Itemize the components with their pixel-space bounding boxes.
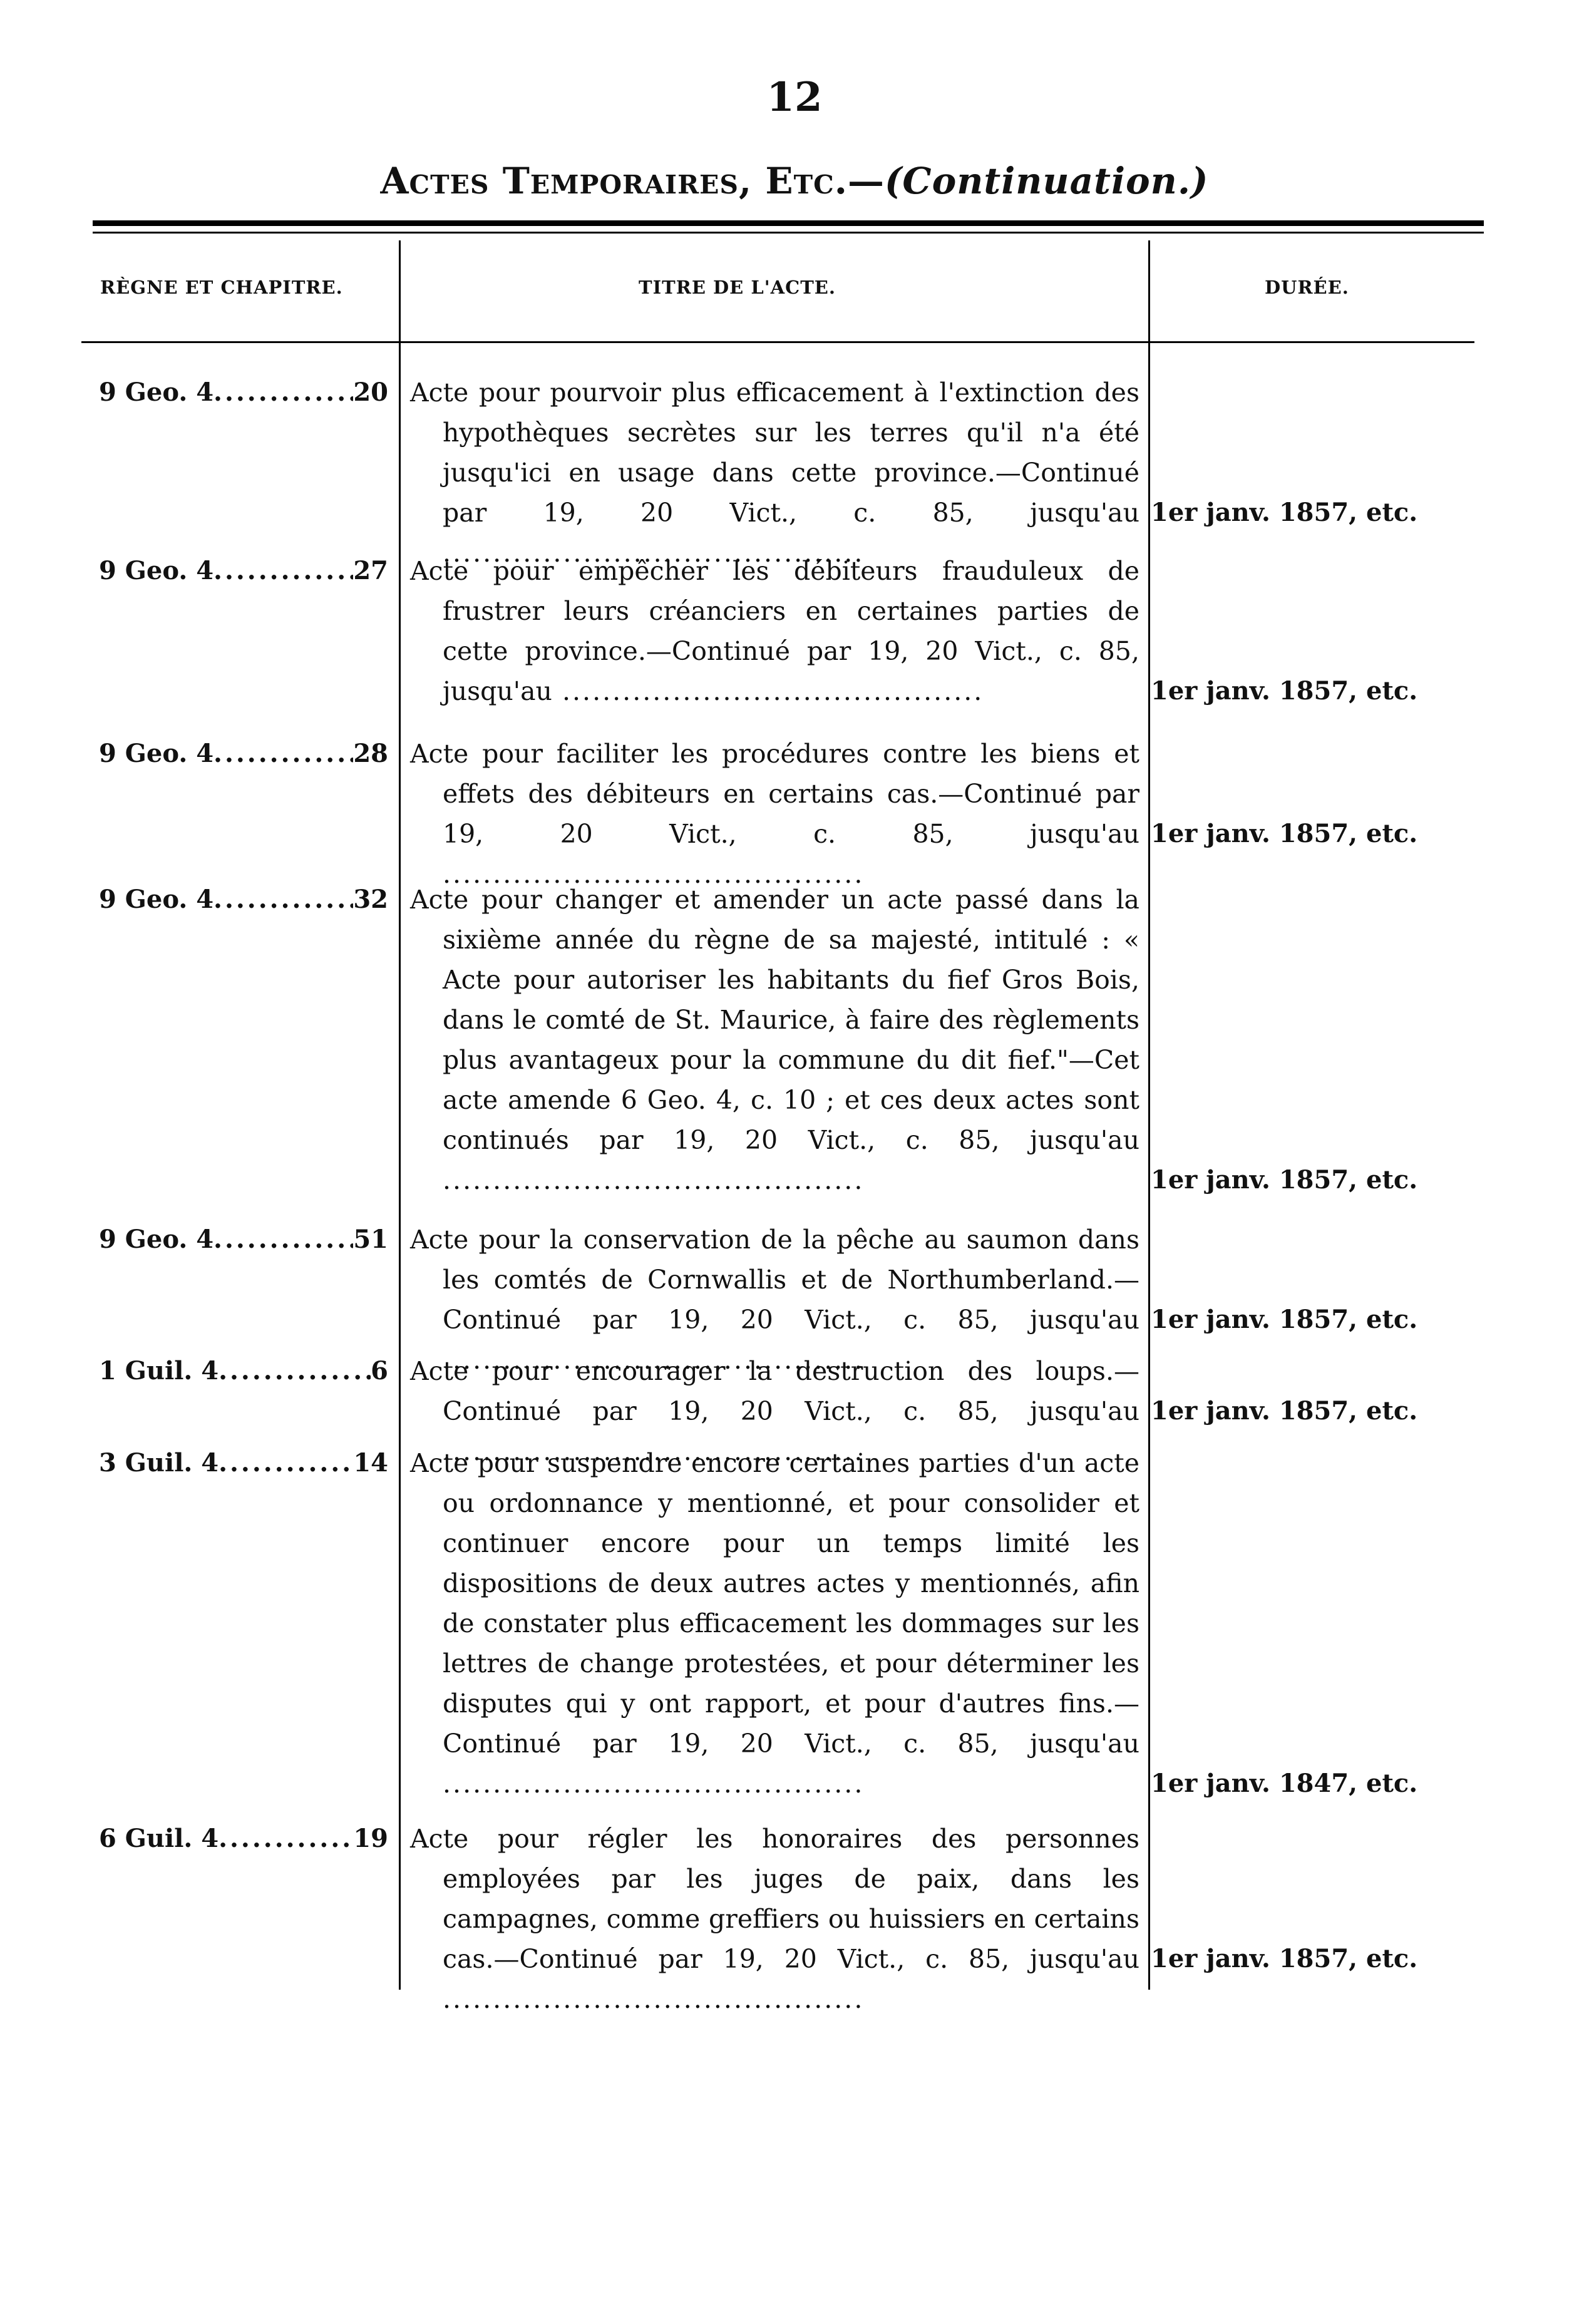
- act-duration: 1er janv. 1847, etc.: [1151, 1769, 1418, 1798]
- column-header-reign: RÈGNE ET CHAPITRE.: [100, 277, 343, 298]
- heading-continuation: (Continuation.): [884, 160, 1209, 202]
- reign-chapter: 9 Geo. 4 ..... 27: [99, 551, 388, 591]
- act-title: Acte pour empêcher les débiteurs frauduleux de frustrer leurs créanciers en certaines parties de cette province.—Continué par 19, 20 Vict., c. 85, jusqu'au .....: [410, 551, 1139, 711]
- act-duration: 1er janv. 1857, etc.: [1151, 676, 1418, 706]
- act-title: Acte pour encourager la destruction des loups.—Continué par 19, 20 Vict., c. 85, jusqu'au .....: [410, 1351, 1139, 1471]
- reign-chapter: 9 Geo. 4 ..... 28: [99, 734, 388, 774]
- act-title: Acte pour pourvoir plus efficacement à l'extinction des hypothèques secrètes sur les terres qu'il n'a été jusqu'ici en usage dans cette province.—Continué par 19, 20 Vict., c. 85, jusqu'au .....: [410, 373, 1139, 573]
- reign-chapter: 9 Geo. 4 ..... 32: [99, 880, 388, 920]
- page-number: 12: [766, 74, 823, 121]
- heading-main: Actes Temporaires, Etc.: [380, 160, 848, 202]
- act-title: Acte pour suspendre encore certaines parties d'un acte ou ordonnance y mentionné, et pour consolider et continuer encore pour un temps limité les dispositions de deux autres actes y mentionnés, afin de constater plus efficacement les dommages sur les lettres de change protestées, et pour déterminer les disputes qui y ont rapport, et pour d'autres fins.—Continué par 19, 20 Vict., c. 85, jusqu'au .....: [410, 1443, 1139, 1804]
- act-duration: 1er janv. 1857, etc.: [1151, 1305, 1418, 1334]
- top-rule-thin: [93, 232, 1484, 234]
- header-rule: [81, 341, 1474, 343]
- act-title: Acte pour changer et amender un acte passé dans la sixième année du règne de sa majesté, intitulé : « Acte pour autoriser les habitants du fief Gros Bois, dans le comté de St. Maurice, à faire des règlements plus avantageux pour la commune du dit fief."—Cet acte amende 6 Geo. 4, c. 10 ; et ces deux actes sont continués par 19, 20 Vict., c. 85, jusqu'au .....: [410, 880, 1139, 1200]
- act-title: Acte pour la conservation de la pêche au saumon dans les comtés de Cornwallis et de Northumberland.—Continué par 19, 20 Vict., c. 85, jusqu'au .....: [410, 1220, 1139, 1380]
- column-divider-right: [1148, 240, 1150, 1990]
- reign-chapter: 9 Geo. 4 ..... 20: [99, 373, 388, 413]
- act-duration: 1er janv. 1857, etc.: [1151, 1396, 1418, 1426]
- act-duration: 1er janv. 1857, etc.: [1151, 1944, 1418, 1973]
- top-rule-thick: [93, 220, 1484, 226]
- page-heading: [0, 160, 1589, 202]
- reign-chapter: 9 Geo. 4 ..... 51: [99, 1220, 388, 1260]
- reign-chapter: 3 Guil. 4 ..... 14: [99, 1443, 388, 1483]
- act-duration: 1er janv. 1857, etc.: [1151, 819, 1418, 848]
- act-duration: 1er janv. 1857, etc.: [1151, 498, 1418, 527]
- column-divider-left: [399, 240, 401, 1990]
- column-header-duration: DURÉE.: [1265, 277, 1349, 298]
- reign-chapter: 1 Guil. 4 ..... 6: [99, 1351, 388, 1391]
- act-duration: 1er janv. 1857, etc.: [1151, 1165, 1418, 1195]
- act-title: Acte pour régler les honoraires des personnes employées par les juges de paix, dans les campagnes, comme greffiers ou huissiers en certains cas.—Continué par 19, 20 Vict., c. 85, jusqu'au .....: [410, 1819, 1139, 2019]
- heading-separator: —: [847, 160, 885, 202]
- column-header-title: TITRE DE L'ACTE.: [639, 277, 836, 298]
- act-title: Acte pour faciliter les procédures contre les biens et effets des débiteurs en certains cas.—Continué par 19, 20 Vict., c. 85, jusqu'au .....: [410, 734, 1139, 894]
- reign-chapter: 6 Guil. 4 ..... 19: [99, 1819, 388, 1859]
